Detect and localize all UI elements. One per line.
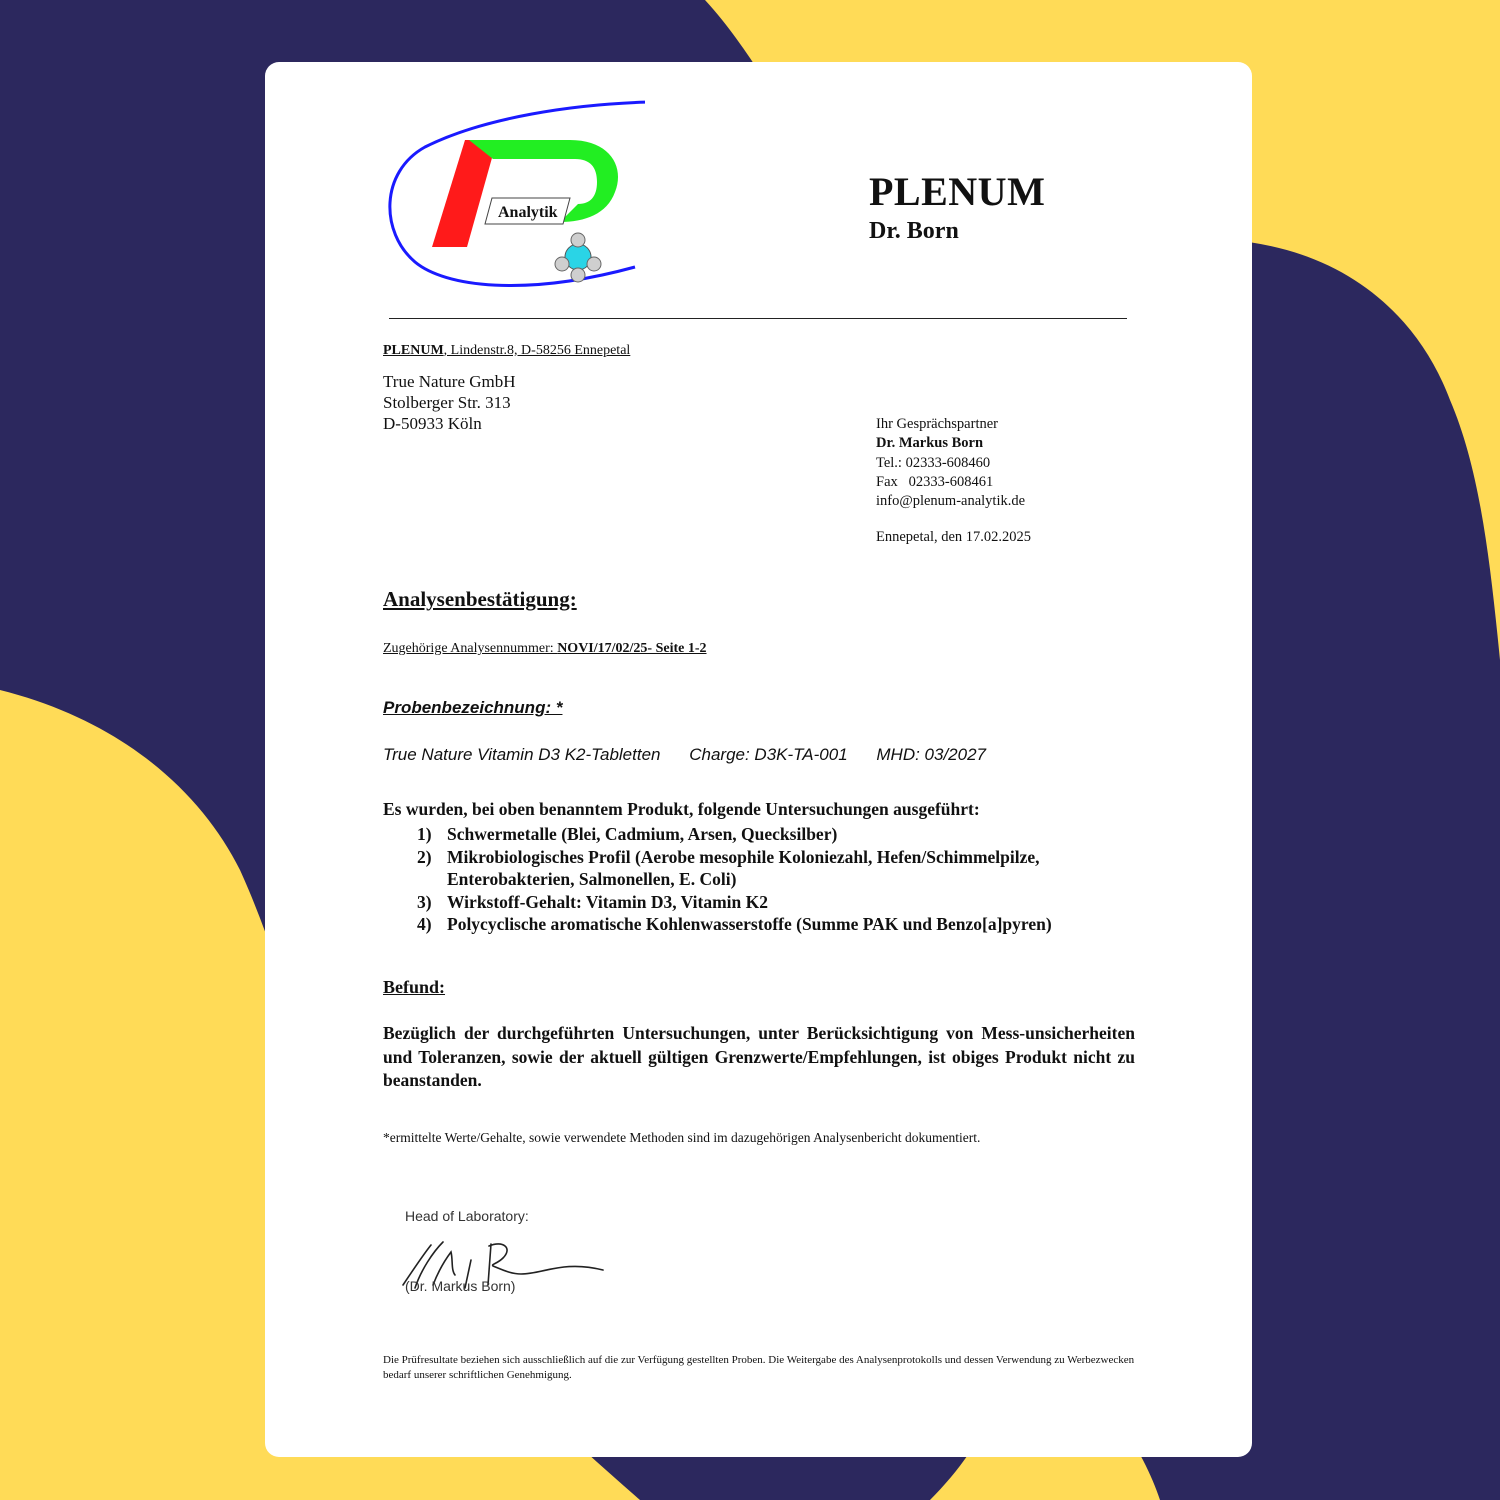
sender-address [383,343,630,359]
plenum-analytik-logo [385,92,645,302]
footnote: *ermittelte Werte/Gehalte, sowie verwendete Methoden sind im dazugehörigen Analysenbericht dokumentiert. [383,1130,981,1145]
recipient-block [383,371,516,434]
signature-label: Head of Laboratory: [405,1208,529,1224]
tests-list [417,823,1137,936]
list-item [417,913,1137,936]
recipient-company: True Nature GmbH [383,372,516,391]
list-item-text: Wirkstoff-Gehalt: Vitamin D3, Vitamin K2 [447,891,768,912]
signature-name: (Dr. Markus Born) [405,1278,516,1294]
recipient-street: Stolberger Str. 313 [383,393,511,412]
document-date: Ennepetal, den 17.02.2025 [876,529,1032,545]
contact-phone: Tel.: 02333-608460 [876,454,991,471]
contact-name: Dr. Markus Born [876,435,984,452]
document-sheet [265,62,1252,1457]
sample-product: True Nature Vitamin D3 K2-Tabletten [383,745,661,764]
analysis-number: NOVI/17/02/25- Seite 1-2 [557,641,707,656]
molecule-icon [555,233,601,282]
logo-badge-text: Analytik [498,204,558,221]
legal-disclaimer: Die Prüfresultate beziehen sich ausschließlich auf die zur Verfügung gestellten Proben. Die Weitergabe des Analysenprotokolls und dessen Verwendung zu Werbezwecken bedarf unserer schriftlichen Genehmigung. [383,1354,1135,1381]
brand-subtitle: Dr. Born [869,218,959,244]
list-item-number: 4) [417,914,432,934]
tests-intro: Es wurden, bei oben benanntem Produkt, folgende Untersuchungen ausgeführt: [383,799,980,819]
contact-label: Ihr Gesprächspartner [876,416,998,432]
contact-fax: Fax 02333-608461 [876,473,994,490]
list-item-text: Schwermetalle (Blei, Cadmium, Arsen, Quecksilber) [447,824,838,844]
recipient-city: D-50933 Köln [383,414,482,433]
list-item-text: Polycyclische aromatische Kohlenwasserstoffe (Summe PAK und Benzo[a]pyren) [447,914,1052,934]
list-item [417,823,1137,846]
analysis-number-line [383,641,707,657]
sender-name: PLENUM [383,343,444,358]
sample-details [383,745,1010,765]
analysis-number-label: Zugehörige Analysennummer: [383,641,558,656]
list-item-number: 1) [417,824,432,844]
brand-title: PLENUM [869,169,1046,214]
list-item-number: 2) [417,846,432,867]
list-item-text: Mikrobiologisches Profil (Aerobe mesophile Koloniezahl, Hefen/Schimmelpilze, Enterobakterien, Salmonellen, E. Coli) [447,846,1040,889]
findings-label: Befund: [383,977,446,997]
list-item [417,891,1137,914]
contact-email: info@plenum-analytik.de [876,493,1026,510]
findings-text: Bezüglich der durchgeführten Untersuchungen, unter Berücksichtigung von Mess-unsicherheiten und Toleranzen, sowie der aktuell gültigen Grenzwerte/Empfehlungen, ist obiges Produkt nicht zu beanstanden. [383,1023,1135,1090]
sample-best-before: MHD: 03/2027 [876,745,987,764]
list-item-number: 3) [417,891,432,912]
document-title: Analysenbestätigung: [383,587,577,611]
list-item [417,846,1137,891]
contact-block [876,415,1025,511]
sample-batch: Charge: D3K-TA-001 [689,745,848,764]
header-divider [389,318,1127,319]
logo-red-bar [432,140,497,247]
sample-label: Probenbezeichnung: * [383,698,563,717]
sender-street: , Lindenstr.8, D-58256 Ennepetal [443,343,631,358]
